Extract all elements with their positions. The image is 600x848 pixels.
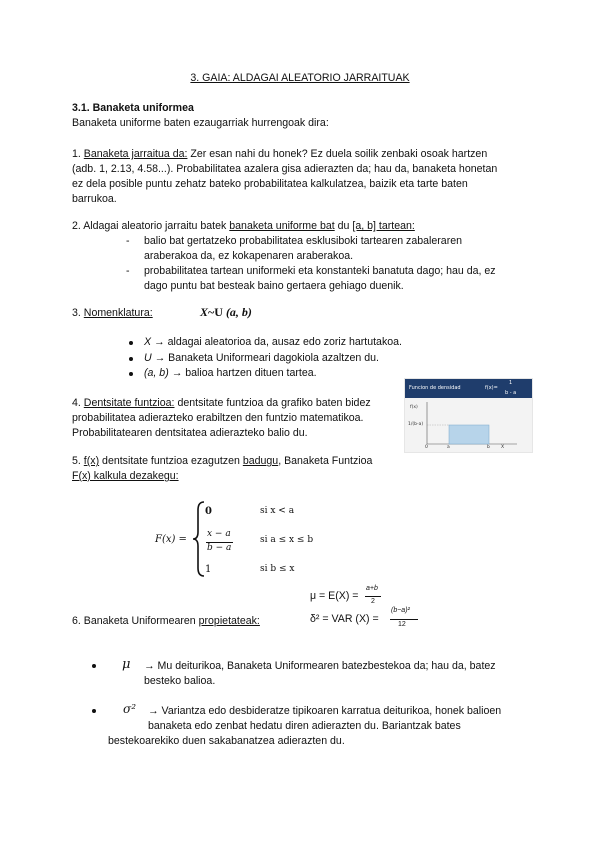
sigma-bullet-line3: bestekoarekiko duen sakabanatzea adierazten du. [108, 735, 345, 747]
item2-pre: 2. Aldagai aleatorio jarraitu batek [72, 220, 227, 232]
item2-range: [a, b] tartean: [352, 220, 415, 232]
item3-term: Nomenklatura: [83, 307, 153, 319]
formula-args: (a, b) [225, 305, 252, 319]
mu-formula [310, 590, 359, 602]
arrow-icon: → [171, 367, 183, 379]
density-figure-header [405, 379, 532, 398]
mu-num: a+b [366, 585, 378, 592]
item1-num: 1. [72, 148, 81, 160]
item4-line1 [72, 396, 371, 411]
density-tick-0: 0 [425, 445, 428, 450]
density-tick-a: a [447, 445, 450, 450]
nomenclature-formula [200, 304, 252, 320]
var-formula [310, 613, 379, 625]
item4-line3: Probabilitatearen dentsitatea adierazteko balio du. [72, 427, 308, 439]
arrow-icon: → [154, 336, 165, 348]
arrow-icon: → [154, 352, 166, 364]
cdf-brace [192, 500, 206, 578]
cdf-c3-cond: si b ≤ x [260, 564, 295, 574]
cdf-c1-cond: si x < a [260, 506, 295, 516]
item3-b3-sym: (a, b) [144, 367, 169, 379]
density-figure [404, 378, 561, 453]
item5-fx: f(x) [83, 455, 100, 467]
item3-bullet2-dot [129, 357, 133, 361]
item5-badugu: badugu [242, 455, 279, 467]
density-tick-x: X [501, 445, 505, 450]
density-area [449, 425, 489, 444]
item2-line1 [72, 219, 415, 234]
item4-line2: probabilitatea adierazteko erabiltzen den funtzio matematikoa. [72, 412, 364, 424]
var-num: (b−a)² [391, 607, 410, 614]
section-heading: 3.1. Banaketa uniformea [72, 102, 194, 114]
cdf-lhs: F(x) = [155, 534, 187, 545]
density-header-left: Funcion de densidad [409, 385, 461, 391]
density-header-den: b - a [505, 390, 517, 396]
density-tick-b: b [487, 445, 490, 450]
item6-pre: 6. Banaketa Uniformearen [72, 615, 196, 627]
item3-num: 3. [72, 307, 81, 319]
mu-bullet-line2: besteko balioa. [144, 675, 216, 687]
item3-b1-text: aldagai aleatorioa da, ausaz edo zoriz hartutakoa. [167, 336, 402, 348]
item5-line1 [72, 454, 372, 469]
page-title: 3. GAIA: ALDAGAI ALEATORIO JARRAITUAK [190, 72, 410, 84]
item3-bullet3 [144, 366, 317, 381]
density-plot [405, 398, 532, 452]
item3-bullet2 [144, 351, 379, 366]
mu-lhs: μ = E(X) = [310, 590, 359, 602]
item5-num: 5. [72, 455, 81, 467]
mu-symbol: μ [122, 657, 131, 672]
cdf-c1-val: 0 [205, 506, 212, 517]
item6-term: propietateak: [198, 615, 260, 627]
item3-b3-text: balioa hartzen dituen tartea. [185, 367, 317, 379]
item4-num: 4. [72, 397, 81, 409]
item1-line2: (adb. 1, 2.13, 4.58...). Probabilitatea azalera gisa adierazten da; hau da, banaketa honetan [72, 163, 498, 175]
item2-term: banaketa uniforme bat [229, 220, 335, 232]
sigma-bullet-line2: banaketa edo zenbat hedatu diren adierazten du. Bariantzak bates [148, 720, 461, 732]
item5-end: , Banaketa Funtzioa [278, 455, 373, 467]
mu-bullet-line1: → Mu deiturikoa, Banaketa Uniformearen batezbestekoa da; hau da, batez [144, 660, 496, 672]
item3-b2-sym: U [144, 352, 152, 364]
item5-mid: dentsitate funtzioa ezagutzen [102, 455, 240, 467]
mu-bullet-dot [92, 664, 96, 668]
cdf-c2-den: b − a [207, 543, 232, 553]
item3-bullet1 [144, 335, 402, 350]
item1-term: Banaketa jarraitua da: [83, 148, 188, 160]
item1-line4: barrukoa. [72, 193, 117, 205]
item4-term: Dentsitate funtzioa: [83, 397, 175, 409]
density-header-mid: f(x)= [485, 385, 498, 391]
item2-dash1: - [126, 235, 130, 247]
formula-tilde: ~ [208, 305, 215, 319]
item2-d1b: araberakoa da, ez kokapenaren araberakoa. [144, 250, 354, 262]
var-den: 12 [398, 621, 406, 628]
item3-line [72, 306, 153, 321]
item3-b1-sym: X [144, 336, 152, 348]
cdf-c2-num: x − a [207, 529, 231, 539]
item6-line [72, 614, 260, 629]
item1-line1 [72, 147, 487, 162]
cdf-formula [150, 500, 350, 580]
density-header-right-visible: a < x < b [537, 385, 561, 391]
item3-bullet1-dot [129, 341, 133, 345]
item2-d2b: dago puntu bat besteak baino gertaera gehiago duenik. [144, 280, 404, 292]
item1-line3: ez dela posible puntu zehatz bateko probabilitatea kalkulatzea, baizik eta tarte baten [72, 178, 468, 190]
formula-x: X [200, 305, 209, 319]
item1-text: Zer esan nahi du honek? Ez duela soilik zenbaki osoak hartzen [190, 148, 488, 160]
density-header-num: 1 [509, 380, 513, 386]
item3-bullet3-dot [129, 372, 133, 376]
item2-d2a: probabilitatea tartean uniformeki eta konstanteki banatuta dago; hau da, ez [144, 265, 496, 277]
var-bar [390, 619, 418, 620]
item2-dash2: - [126, 265, 130, 277]
var-lhs: δ² = VAR (X) = [310, 613, 379, 625]
density-level-label: 1/(b-a) [408, 422, 424, 427]
mu-bar [365, 596, 381, 597]
item2-d1a: balio bat gertatzeko probabilitatea esklusiboki tartearen zabaleraren [144, 235, 463, 247]
cdf-c3-val: 1 [205, 564, 212, 575]
item5-line2: F(x) kalkula dezakegu: [72, 470, 179, 482]
item2-mid: du [337, 220, 350, 232]
item3-b2-text: Banaketa Uniformeari dagokiola azaltzen du. [168, 352, 379, 364]
section-intro: Banaketa uniforme baten ezaugarriak hurrengoak dira: [72, 117, 329, 129]
formula-u: U [214, 305, 223, 319]
sigma-bullet-dot [92, 709, 96, 713]
sigma-bullet-line1: → Variantza edo desbideratze tipikoaren karratua deiturikoa, honek balioen [148, 705, 502, 717]
item4-text: dentsitate funtzioa da grafiko baten bidez [177, 397, 371, 409]
sigma-symbol: σ² [123, 702, 137, 716]
mu-den: 2 [371, 598, 375, 605]
density-ylabel: f(x) [410, 405, 418, 410]
cdf-c2-cond: si a ≤ x ≤ b [260, 535, 314, 545]
